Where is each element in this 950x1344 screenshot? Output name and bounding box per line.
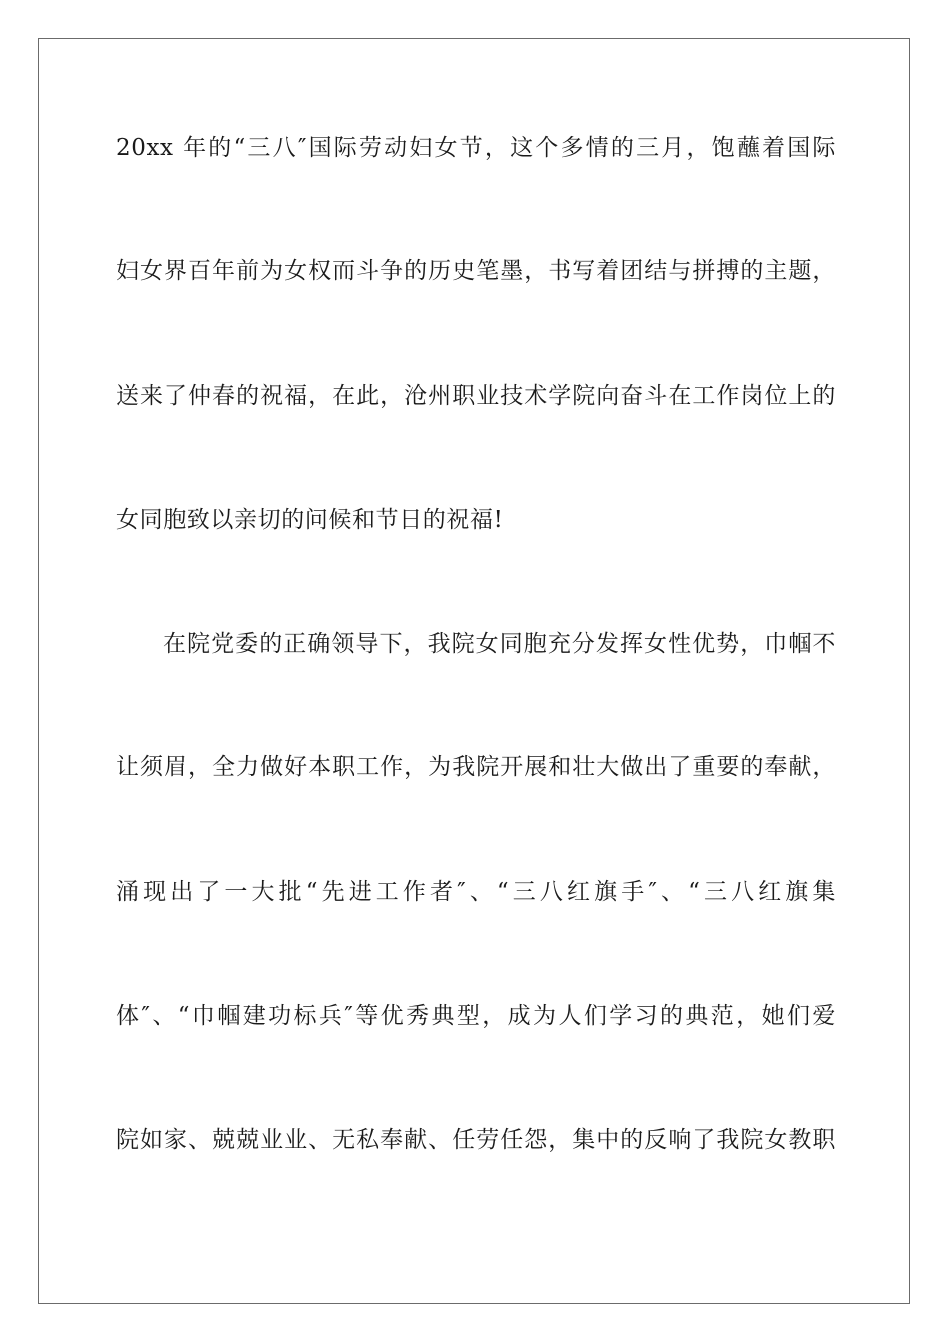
paragraph-1-line-3: 送来了仲春的祝福，在此，沧州职业技术学院向奋斗在工作岗位上的 bbox=[116, 383, 836, 409]
paragraph-2-line-3: 涌现出了一大批“先进工作者″、“三八红旗手″、“三八红旗集 bbox=[116, 879, 836, 905]
paragraph-2-line-5: 院如家、兢兢业业、无私奉献、任劳任怨，集中的反响了我院女教职 bbox=[116, 1127, 836, 1153]
paragraph-2-line-2: 让须眉，全力做好本职工作，为我院开展和壮大做出了重要的奉献， bbox=[116, 754, 836, 780]
paragraph-2-line-1: 在院党委的正确领导下，我院女同胞充分发挥女性优势，巾帼不 bbox=[163, 631, 836, 657]
page-border bbox=[38, 38, 910, 1304]
paragraph-1-line-2: 妇女界百年前为女权而斗争的历史笔墨，书写着团结与拼搏的主题， bbox=[116, 258, 836, 284]
paragraph-1-line-4: 女同胞致以亲切的问候和节日的祝福! bbox=[116, 507, 504, 533]
paragraph-2-line-4: 体″、“巾帼建功标兵″等优秀典型，成为人们学习的典范，她们爱 bbox=[116, 1003, 836, 1029]
paragraph-1-line-1: 20xx 年的“三八″国际劳动妇女节，这个多情的三月，饱蘸着国际 bbox=[116, 135, 836, 161]
